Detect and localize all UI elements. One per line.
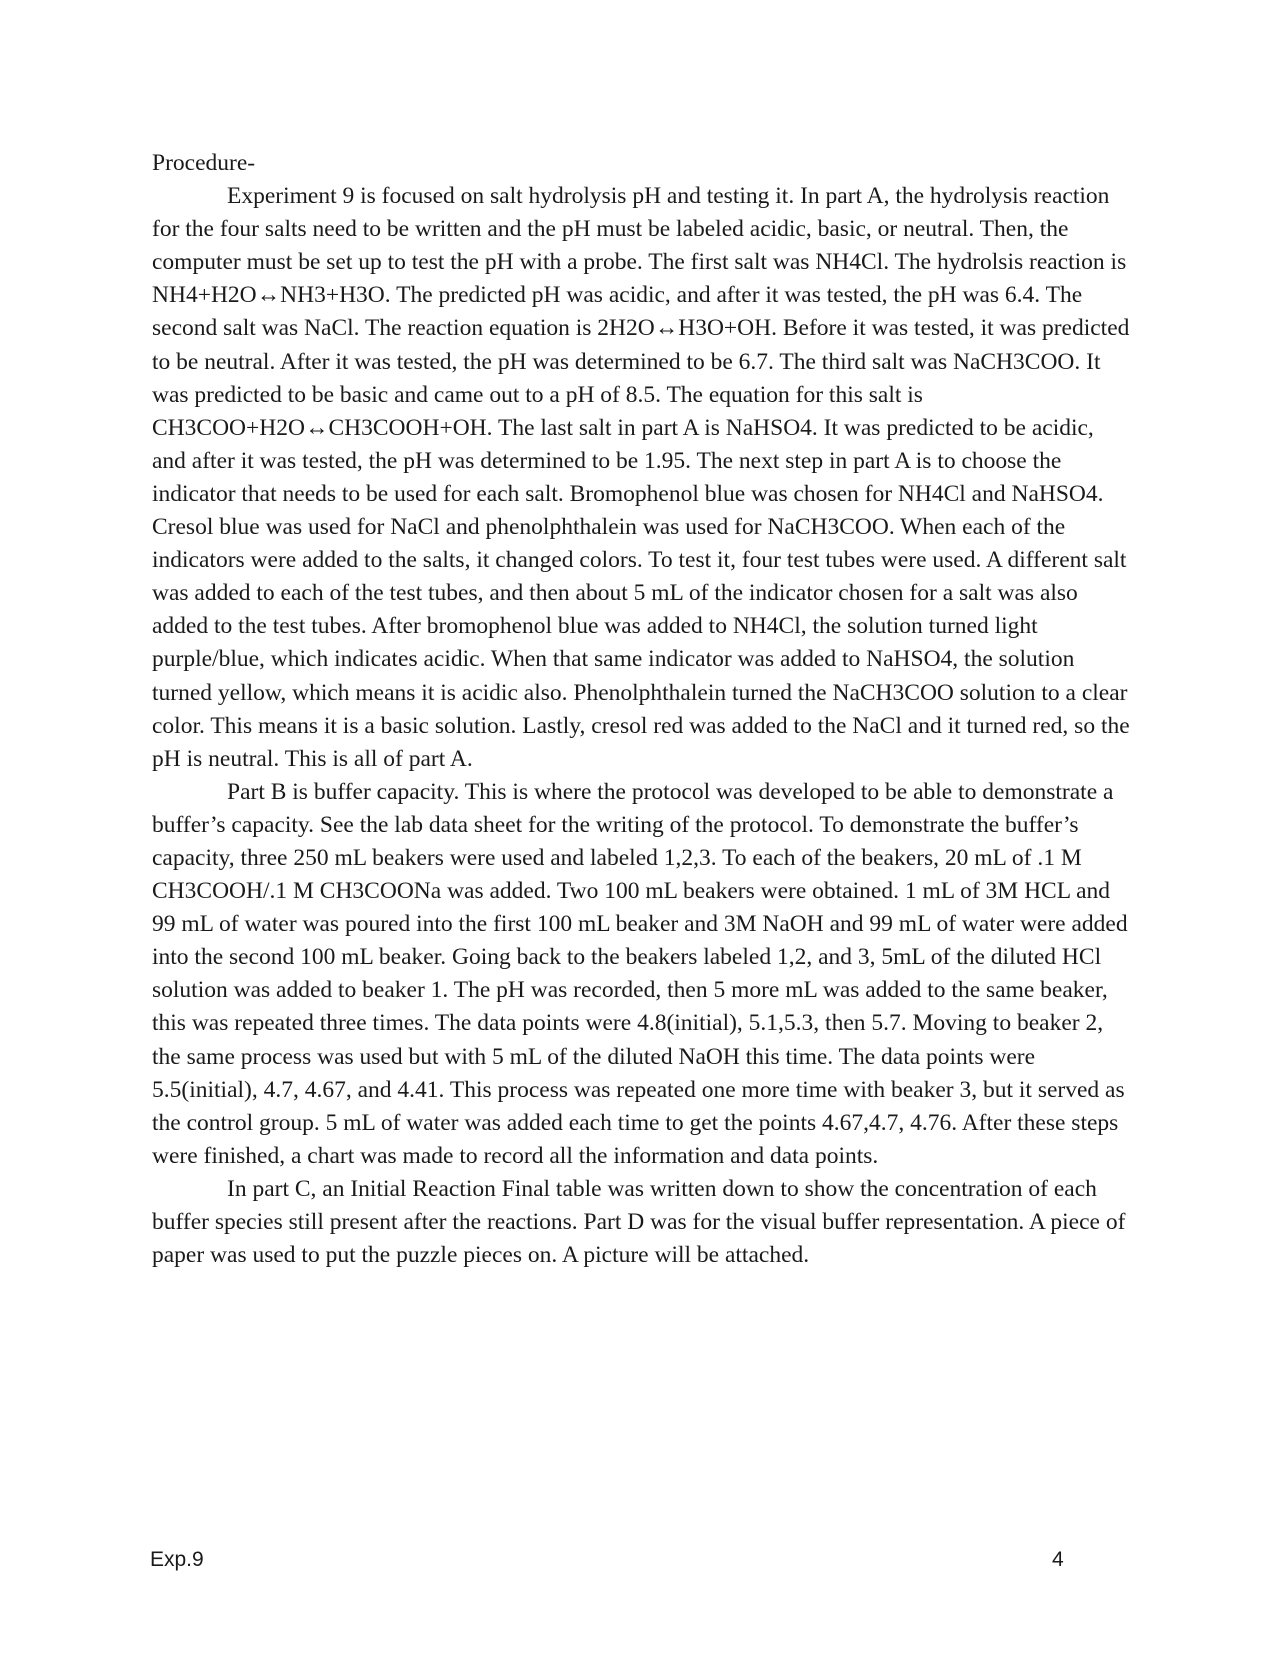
paragraph-part-a: Experiment 9 is focused on salt hydrolysis pH and testing it. In part A, the hydrolysis reaction for the four salts need to be written and the pH must be labeled acidic, basic, or neutral. Then, the computer must be set up to test the pH with a probe. The first salt was NH4Cl. The hydrolsis reaction is NH4+H2O↔NH3+H3O. The predicted pH was acidic, and after it was tested, the pH was 6.4. The second salt was NaCl. The reaction equation is 2H2O↔H3O+OH. Before it was tested, it was predicted to be neutral. After it was tested, the pH was determined to be 6.7. The third salt was NaCH3COO. It was predicted to be basic and came out to a pH of 8.5. The equation for this salt is CH3COO+H2O↔CH3COOH+OH. The last salt in part A is NaHSO4. It was predicted to be acidic, and after it was tested, the pH was determined to be 1.95. The next step in part A is to choose the indicator that needs to be used for each salt. Bromophenol blue was chosen for NH4Cl and NaHSO4. Cresol blue was used for NaCl and phenolphthalein was used for NaCH3COO. When each of the indicators were added to the salts, it changed colors. To test it, four test tubes were used. A different salt was added to each of the test tubes, and then about 5 mL of the indicator chosen for a salt was also added to the test tubes. After bromophenol blue was added to NH4Cl, the solution turned light purple/blue, which indicates acidic. When that same indicator was added to NaHSO4, the solution turned yellow, which means it is acidic also. Phenolphthalein turned the NaCH3COO solution to a clear color. This means it is a basic solution. Lastly, cresol red was added to the NaCl and it turned red, so the pH is neutral. This is all of part A.: [152, 183, 1130, 772]
procedure-heading: Procedure-: [152, 150, 256, 176]
paragraph-part-c-d: In part C, an Initial Reaction Final table was written down to show the concentration of each buffer species still present after the reactions. Part D was for the visual buffer representation. A piece of paper was used to put the puzzle pieces on. A picture will be attached.: [152, 1175, 1126, 1269]
document-body: [152, 147, 1130, 1272]
paragraph-part-b: Part B is buffer capacity. This is where the protocol was developed to be able to demonstrate a buffer’s capacity. See the lab data sheet for the writing of the protocol. To demonstrate the buffer’s capacity, three 250 mL beakers were used and labeled 1,2,3. To each of the beakers, 20 mL of .1 M CH3COOH/.1 M CH3COONa was added. Two 100 mL beakers were obtained. 1 mL of 3M HCL and 99 mL of water was poured into the first 100 mL beaker and 3M NaOH and 99 mL of water were added into the second 100 mL beaker. Going back to the beakers labeled 1,2, and 3, 5mL of the diluted HCl solution was added to beaker 1. The pH was recorded, then 5 more mL was added to the same beaker, this was repeated three times. The data points were 4.8(initial), 5.1,5.3, then 5.7. Moving to beaker 2, the same process was used but with 5 mL of the diluted NaOH this time. The data points were 5.5(initial), 4.7, 4.67, and 4.41. This process was repeated one more time with beaker 3, but it served as the control group. 5 mL of water was added each time to get the points 4.67,4.7, 4.76. After these steps were finished, a chart was made to record all the information and data points.: [152, 778, 1128, 1169]
page-number: 4: [1052, 1548, 1064, 1571]
footer-label: Exp.9: [150, 1548, 204, 1571]
